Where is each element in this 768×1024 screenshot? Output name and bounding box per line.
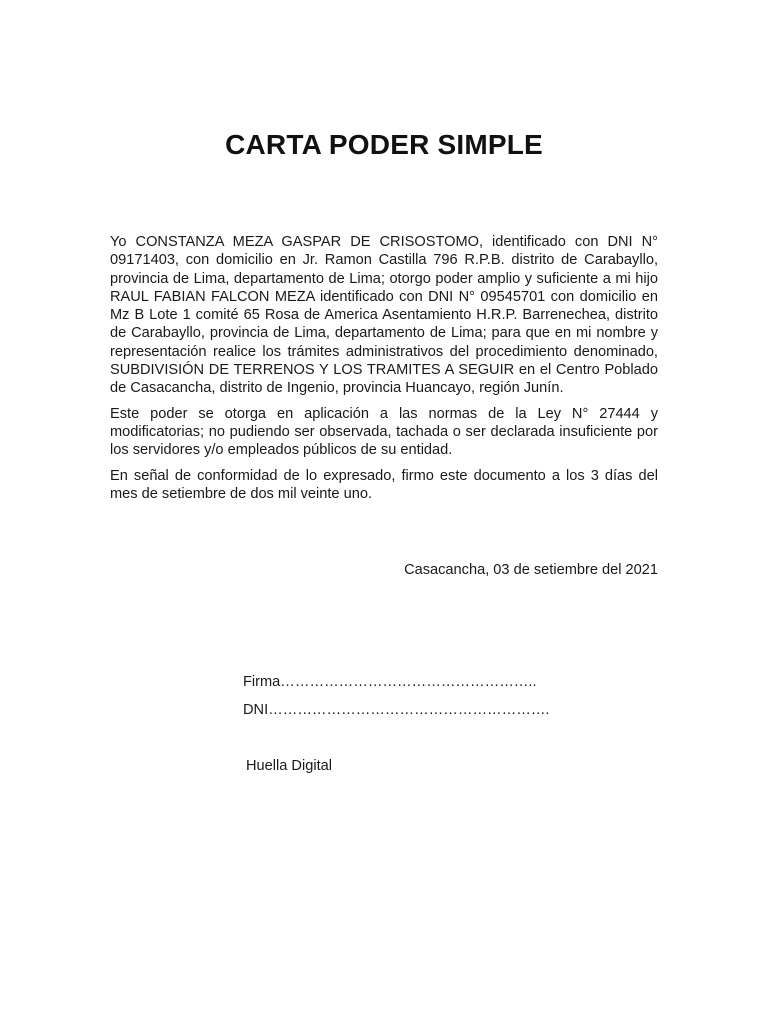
document-body	[110, 233, 658, 510]
place-date: Casacancha, 03 de setiembre del 2021	[404, 562, 658, 578]
signature-line: Firma……………………………………………..	[243, 674, 537, 690]
document-title: CARTA PODER SIMPLE	[225, 129, 543, 160]
paragraph-legal-basis: Este poder se otorga en aplicación a las normas de la Ley N° 27444 y modificatorias; no pudiendo ser observada, tachada o ser declarada insuficiente por los servidores y/o empleados públicos de su entidad.	[110, 405, 658, 459]
dni-line: DNI………………………………………………….	[243, 702, 550, 718]
fingerprint-label: Huella Digital	[246, 758, 332, 774]
paragraph-conformity: En señal de conformidad de lo expresado, firmo este documento a los 3 días del mes de setiembre de dos mil veinte uno.	[110, 467, 658, 502]
paragraph-grant: Yo CONSTANZA MEZA GASPAR DE CRISOSTOMO, identificado con DNI N° 09171403, con domicilio en Jr. Ramon Castilla 796 R.P.B. distrito de Carabayllo, provincia de Lima, departamento de Lima; otorgo poder amplio y suficiente a mi hijo RAUL FABIAN FALCON MEZA identificado con DNI N° 09545701 con domicilio en Mz B Lote 1 comité 65 Rosa de America Asentamiento H.R.P. Barrenechea, distrito de Carabayllo, provincia de Lima, departamento de Lima; para que en mi nombre y representación realice los trámites administrativos del procedimiento denominado, SUBDIVISIÓN DE TERRENOS Y LOS TRAMITES A SEGUIR en el Centro Poblado de Casacancha, distrito de Ingenio, provincia Huancayo, región Junín.	[110, 234, 658, 397]
